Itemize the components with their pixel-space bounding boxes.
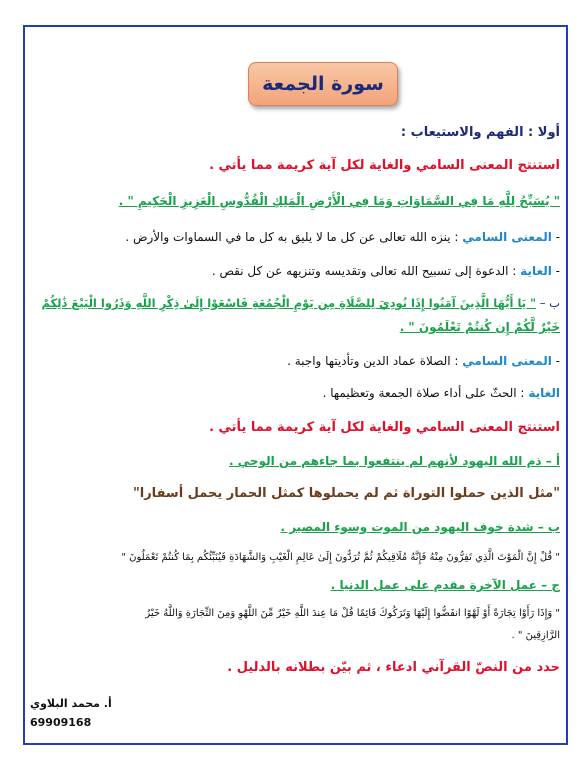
verse-b: " قُلْ إِنَّ الْمَوْتَ الَّذِي تَفِرُّونَ مِنْهُ فَإِنَّهُ مُلَاقِيكُمْ ثُمَّ تُرَدُّونَ إِلَىٰ عَالِمِ الْغَيْبِ وَالشَّهَادَةِ فَيُنَبِّئُكُم بِمَا كُنتُمْ تَعْمَلُونَ ": [121, 552, 560, 563]
quote-a: "مثل الذين حملوا التوراة ثم لم يحملوها كمثل الحمار يحمل أسفارا": [132, 486, 560, 501]
section1-heading: أولا : الفهم والاستيعاب :: [400, 125, 560, 140]
goal-1-label: الغاية: [520, 264, 552, 278]
meaning-1-dash: -: [551, 230, 560, 244]
author-phone: 69909168: [30, 716, 92, 729]
goal-2-text: : الحثّ على أداء صلاة الجمعة وتعظيمها .: [322, 386, 525, 400]
meaning-1-text: : ينزه الله تعالى عن كل ما لا يليق به كل ما في السماوات والأرض .: [125, 230, 459, 244]
page-title: سورة الجمعة: [262, 73, 384, 95]
meaning-2-dash: -: [551, 354, 560, 368]
verse-c-line-1: " وَإِذَا رَأَوْا تِجَارَةً أَوْ لَهْوًا انفَضُّوا إِلَيْهَا وَتَرَكُوكَ قَائِمًا قُلْ مَا عِندَ اللَّهِ خَيْرٌ مِّنَ اللَّهْوِ وَمِنَ التِّجَارَةِ وَاللَّهُ خَيْرُ: [145, 608, 560, 619]
goal-1: [212, 264, 560, 278]
item-a: أ – ذم الله اليهود لأنهم لم ينتفعوا بما جاءهم من الوحي .: [229, 454, 560, 468]
goal-2-label: الغاية: [528, 386, 560, 400]
meaning-2-label: المعنى السامي: [462, 354, 552, 368]
verse-2-prefix: ب –: [539, 296, 560, 310]
verse-2-line-2: خَيْرٌ لَّكُمْ إِن كُنتُمْ تَعْلَمُونَ " .: [399, 320, 560, 334]
goal-1-text: : الدعوة إلى تسبيح الله تعالى وتقديسه وتنزيهه عن كل نقص .: [211, 264, 517, 278]
item-c: ج – عمل الآخرة مقدم على عمل الدنيا .: [330, 578, 560, 592]
goal-1-dash: -: [551, 264, 560, 278]
author-name: أ. محمد البلاوي: [30, 697, 112, 710]
verse-2-text-1: " يَا أَيُّهَا الَّذِينَ آمَنُوا إِذَا نُودِيَ لِلصَّلَاةِ مِن يَوْمِ الْجُمُعَةِ فَاسْعَوْا إِلَىٰ ذِكْرِ اللَّهِ وَذَرُوا الْبَيْعَ ذَٰلِكُمْ: [41, 296, 537, 310]
section1-instruction: استنتج المعنى السامي والغاية لكل آية كريمة مما يأتي .: [209, 158, 560, 173]
final-instruction: حدد من النصّ القرآني ادعاء ، ثم بيّن بطلانه بالدليل .: [227, 660, 560, 675]
title-box: [248, 62, 398, 106]
meaning-2: [287, 354, 560, 368]
goal-2: [323, 386, 560, 400]
meaning-1: [125, 230, 560, 244]
meaning-2-text: : الصلاة عماد الدين وتأديتها واجبة .: [287, 354, 459, 368]
section2-instruction: استنتج المعنى السامي والغاية لكل آية كريمة مما يأتي .: [209, 420, 560, 435]
item-b: ب – شدة خوف اليهود من الموت وسوء المصير .: [280, 520, 560, 534]
meaning-1-label: المعنى السامي: [462, 230, 552, 244]
verse-1: " يُسَبِّحُ لِلَّهِ مَا فِي السَّمَاوَاتِ وَمَا فِي الْأَرْضِ الْمَلِكِ الْقُدُّوسِ الْعَزِيزِ الْحَكِيمِ " .: [118, 194, 560, 208]
verse-2-line-1: [41, 296, 560, 310]
verse-c-line-2: الرَّازِقِينَ " .: [511, 630, 560, 641]
